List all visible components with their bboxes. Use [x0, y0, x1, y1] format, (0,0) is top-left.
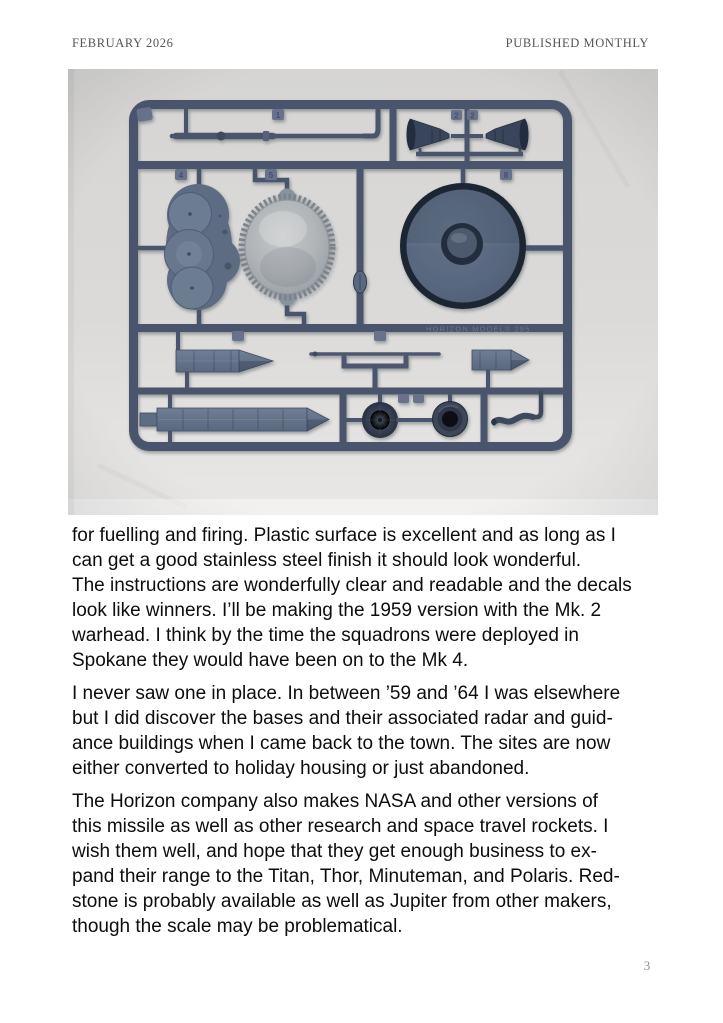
issue-date: FEBRUARY 2026 [72, 36, 174, 50]
text-line: though the scale may be problematical. [72, 916, 403, 937]
text-line: warhead. I think by the time the squadrons were deployed in [72, 625, 579, 646]
text-line: pand their range to the Titan, Thor, Minuteman, and Polaris. Red- [72, 866, 620, 887]
paragraph [72, 789, 632, 939]
text-line: stone is probably available as well as Jupiter from other makers, [72, 891, 612, 912]
page-number: 3 [643, 958, 651, 973]
text-line: can get a good stainless steel finish it should look wonderful. [72, 550, 582, 571]
text-line: Spokane they would have been on to the Mk 4. [72, 650, 469, 671]
text-line: ance buildings when I came back to the town. The sites are now [72, 733, 611, 754]
text-line: The Horizon company also makes NASA and other versions of [72, 791, 598, 812]
article-body [72, 523, 632, 947]
text-line: look like winners. I’ll be making the 1959 version with the Mk. 2 [72, 600, 602, 621]
masthead [72, 36, 649, 51]
text-line: but I did discover the bases and their associated radar and guid- [72, 708, 613, 729]
text-line: for fuelling and firing. Plastic surface is excellent and as long as I [72, 525, 616, 546]
text-line: wish them well, and hope that they get enough business to ex- [72, 841, 597, 862]
publication-frequency: PUBLISHED MONTHLY [505, 36, 649, 50]
photo-vignette [68, 69, 658, 515]
text-line: The instructions are wonderfully clear and readable and the decals [72, 575, 632, 596]
paragraph [72, 523, 632, 673]
paragraph [72, 681, 632, 781]
sprue-photo [68, 69, 658, 515]
text-line: either converted to holiday housing or just abandoned. [72, 758, 530, 779]
text-line: this missile as well as other research and space travel rockets. I [72, 816, 609, 837]
sprue-photo-illustration [68, 69, 658, 515]
text-line: I never saw one in place. In between ’59 and ’64 I was elsewhere [72, 683, 621, 704]
